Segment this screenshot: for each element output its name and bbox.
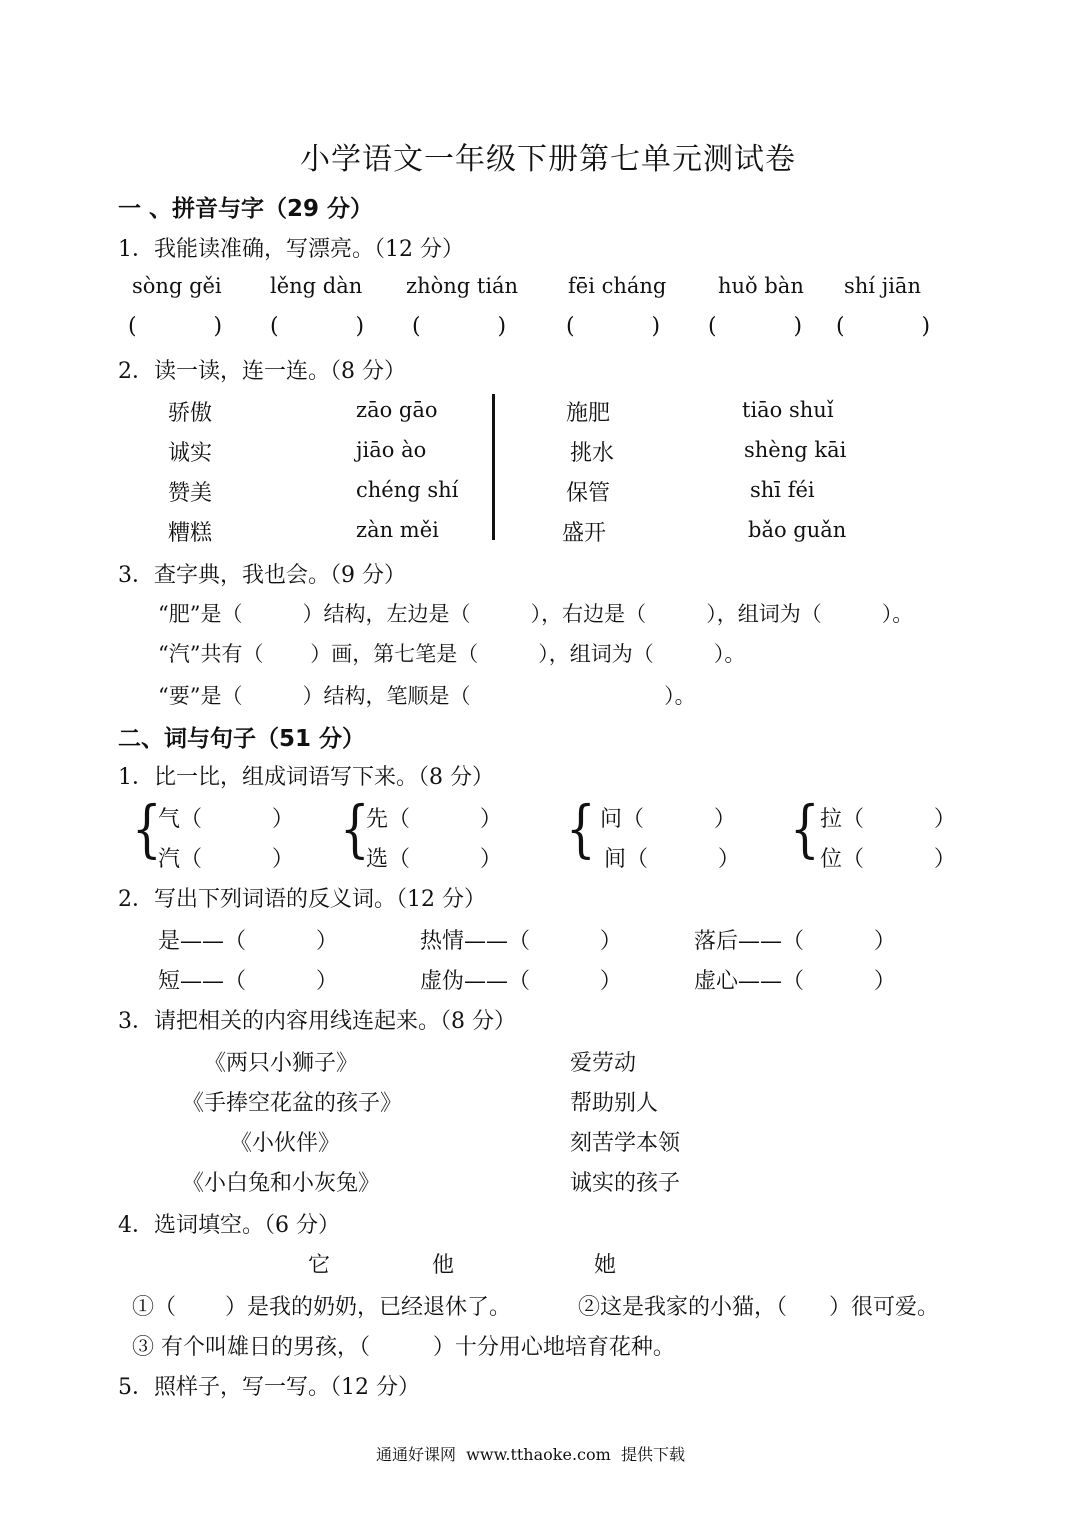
dictionary-line-3: “要”是（ ）结构，笔顺是（ ）。 — [158, 684, 696, 708]
match-pinyin-right: shī féi — [750, 478, 815, 502]
word-choice: 他 — [432, 1253, 455, 1278]
answer-blank-2[interactable]: ( ) — [270, 314, 365, 339]
pinyin-5: huǒ bàn — [718, 274, 804, 298]
answer-blank-1[interactable]: ( ) — [128, 314, 223, 339]
answer-blank-3[interactable]: ( ) — [412, 314, 507, 339]
compare-word: 间（ ） — [604, 847, 740, 872]
dictionary-line-2: “汽”共有（ ）画，第七笔是（ ），组词为（ ）。 — [158, 642, 746, 666]
match-word-left: 骄傲 — [168, 401, 213, 426]
left-brace-icon: { — [566, 792, 596, 865]
antonym-item: 落后——（ ） — [694, 929, 896, 954]
compare-word: 拉（ ） — [820, 807, 956, 832]
match-pinyin-left: zàn měi — [356, 518, 439, 542]
match-pinyin-right: tiāo shuǐ — [742, 398, 834, 422]
left-brace-icon: { — [790, 792, 820, 865]
pinyin-1: sòng gěi — [132, 274, 222, 298]
match-pinyin-left: chéng shí — [356, 478, 459, 502]
fill-sentence-1: ①（ ）是我的奶奶，已经退休了。 — [132, 1295, 511, 1320]
fill-sentence-2: ②这是我家的小猫，（ ）很可爱。 — [578, 1295, 939, 1320]
compare-word: 位（ ） — [820, 847, 956, 872]
pinyin-2: lěng dàn — [270, 274, 363, 298]
question-2-4: 4．选词填空。（6 分） — [118, 1213, 340, 1238]
left-brace-icon: { — [340, 792, 370, 865]
question-2-3: 3．请把相关的内容用线连起来。（8 分） — [118, 1009, 516, 1034]
story-theme: 刻苦学本领 — [570, 1131, 681, 1156]
question-1-3: 3．查字典，我也会。（9 分） — [118, 563, 406, 588]
story-theme: 爱劳动 — [570, 1051, 637, 1076]
story-theme: 帮助别人 — [570, 1091, 659, 1116]
antonym-item: 虚伪——（ ） — [420, 969, 622, 994]
match-word-left: 诚实 — [168, 441, 213, 466]
match-word-right: 挑水 — [570, 441, 615, 466]
pinyin-3: zhòng tián — [406, 274, 519, 298]
word-choice: 它 — [308, 1253, 331, 1278]
footer-text: 通通好课网 www.tthaoke.com 提供下载 — [376, 1445, 685, 1464]
antonym-item: 是——（ ） — [158, 929, 338, 954]
question-1-1: 1．我能读准确，写漂亮。（12 分） — [118, 237, 464, 262]
antonym-item: 虚心——（ ） — [694, 969, 896, 994]
story-title: 《小白兔和小灰兔》 — [182, 1171, 381, 1196]
pinyin-6: shí jiān — [844, 274, 921, 298]
compare-word: 汽（ ） — [158, 847, 294, 872]
answer-blank-6[interactable]: ( ) — [836, 314, 931, 339]
question-1-2: 2．读一读，连一连。（8 分） — [118, 359, 406, 384]
match-word-right: 施肥 — [566, 401, 611, 426]
match-pinyin-left: jiāo ào — [356, 438, 427, 462]
story-title: 《手捧空花盆的孩子》 — [182, 1091, 403, 1116]
section-heading-2: 二、词与句子（51 分） — [118, 726, 366, 752]
compare-word: 问（ ） — [600, 807, 736, 832]
question-2-5: 5．照样子，写一写。（12 分） — [118, 1375, 420, 1400]
divider-line — [492, 394, 495, 540]
left-brace-icon: { — [132, 792, 162, 865]
word-choice: 她 — [594, 1253, 617, 1278]
match-word-right: 保管 — [566, 481, 611, 506]
match-pinyin-left: zāo gāo — [356, 398, 438, 422]
section-heading-1: 一 、拼音与字（29 分） — [118, 196, 374, 222]
story-title: 《小伙伴》 — [230, 1131, 341, 1156]
question-2-1: 1．比一比，组成词语写下来。（8 分） — [118, 765, 494, 790]
compare-word: 选（ ） — [366, 847, 502, 872]
fill-sentence-3: ③ 有个叫雄日的男孩，（ ）十分用心地培育花种。 — [132, 1335, 675, 1360]
match-pinyin-right: shèng kāi — [744, 438, 847, 462]
question-2-2: 2．写出下列词语的反义词。（12 分） — [118, 887, 486, 912]
dictionary-line-1: “肥”是（ ）结构，左边是（ ），右边是（ ），组词为（ ）。 — [158, 602, 914, 626]
story-theme: 诚实的孩子 — [570, 1171, 681, 1196]
pinyin-4: fēi cháng — [568, 274, 667, 298]
match-pinyin-right: bǎo guǎn — [748, 518, 847, 542]
answer-blank-4[interactable]: ( ) — [566, 314, 661, 339]
story-title: 《两只小狮子》 — [204, 1051, 359, 1076]
match-word-left: 赞美 — [168, 481, 213, 506]
antonym-item: 短——（ ） — [158, 969, 338, 994]
answer-blank-5[interactable]: ( ) — [708, 314, 803, 339]
match-word-right: 盛开 — [562, 521, 607, 546]
match-word-left: 糟糕 — [168, 521, 213, 546]
compare-word: 先（ ） — [366, 807, 502, 832]
compare-word: 气（ ） — [158, 807, 294, 832]
page-title: 小学语文一年级下册第七单元测试卷 — [300, 142, 796, 177]
antonym-item: 热情——（ ） — [420, 929, 622, 954]
